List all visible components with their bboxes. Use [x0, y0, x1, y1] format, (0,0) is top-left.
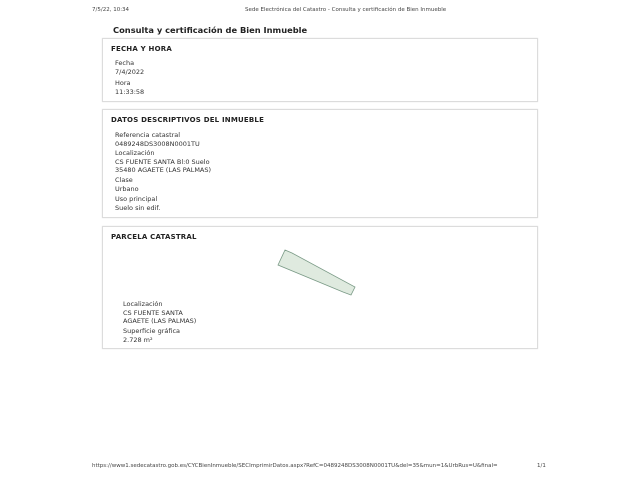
fecha-hora-title: FECHA Y HORA	[111, 45, 172, 53]
parcela-localizacion-line1: CS FUENTE SANTA	[123, 308, 183, 317]
print-datetime: 7/5/22, 10:34	[92, 7, 130, 13]
parcela-title: PARCELA CATASTRAL	[111, 233, 197, 241]
uso-label: Uso principal	[115, 195, 158, 203]
parcel-shape	[278, 250, 355, 295]
parcela-catastral-card	[102, 226, 538, 349]
fecha-label: Fecha	[115, 59, 135, 67]
print-url: https://www1.sedecatastro.gob.es/CYCBienInmueble/SECImprimirDatos.aspx?RefC=0489248DS3008N0001TU&del=35&mun=1&UrbRus=U&final=	[92, 463, 498, 469]
localizacion-label: Localización	[115, 149, 155, 157]
clase-label: Clase	[115, 176, 133, 184]
localizacion-line2: 35480 AGAETE (LAS PALMAS)	[115, 166, 212, 175]
datos-title: DATOS DESCRIPTIVOS DEL INMUEBLE	[111, 116, 265, 124]
referencia-value: 0489248DS3008N0001TU	[115, 139, 200, 148]
datos-descriptivos-card	[102, 109, 538, 218]
superficie-field	[123, 327, 180, 344]
hora-label: Hora	[115, 79, 131, 87]
hora-field	[115, 79, 144, 96]
document-title: Consulta y certificación de Bien Inmueble	[113, 25, 308, 35]
print-page-count: 1/1	[537, 463, 546, 469]
fecha-hora-card	[102, 38, 538, 102]
parcel-map	[275, 237, 365, 307]
superficie-label: Superficie gráfica	[123, 327, 181, 335]
parcela-localizacion-line2: AGAETE (LAS PALMAS)	[123, 317, 197, 326]
uso-value: Suelo sin edif.	[115, 203, 161, 212]
clase-field	[115, 176, 139, 193]
hora-value: 11:33:58	[115, 87, 145, 96]
referencia-label: Referencia catastral	[115, 131, 181, 139]
parcela-localizacion-label: Localización	[123, 300, 163, 308]
superficie-value: 2.728 m²	[123, 335, 153, 344]
fecha-field	[115, 59, 144, 76]
localizacion-line1: CS FUENTE SANTA Bl:0 Suelo	[115, 157, 210, 166]
uso-field	[115, 195, 160, 212]
parcela-localizacion-field	[123, 300, 196, 326]
referencia-field	[115, 131, 200, 148]
print-page-title: Sede Electrónica del Catastro - Consulta y certificación de Bien Inmueble	[245, 7, 447, 13]
localizacion-field	[115, 149, 211, 175]
clase-value: Urbano	[115, 184, 139, 193]
fecha-value: 7/4/2022	[115, 67, 145, 76]
